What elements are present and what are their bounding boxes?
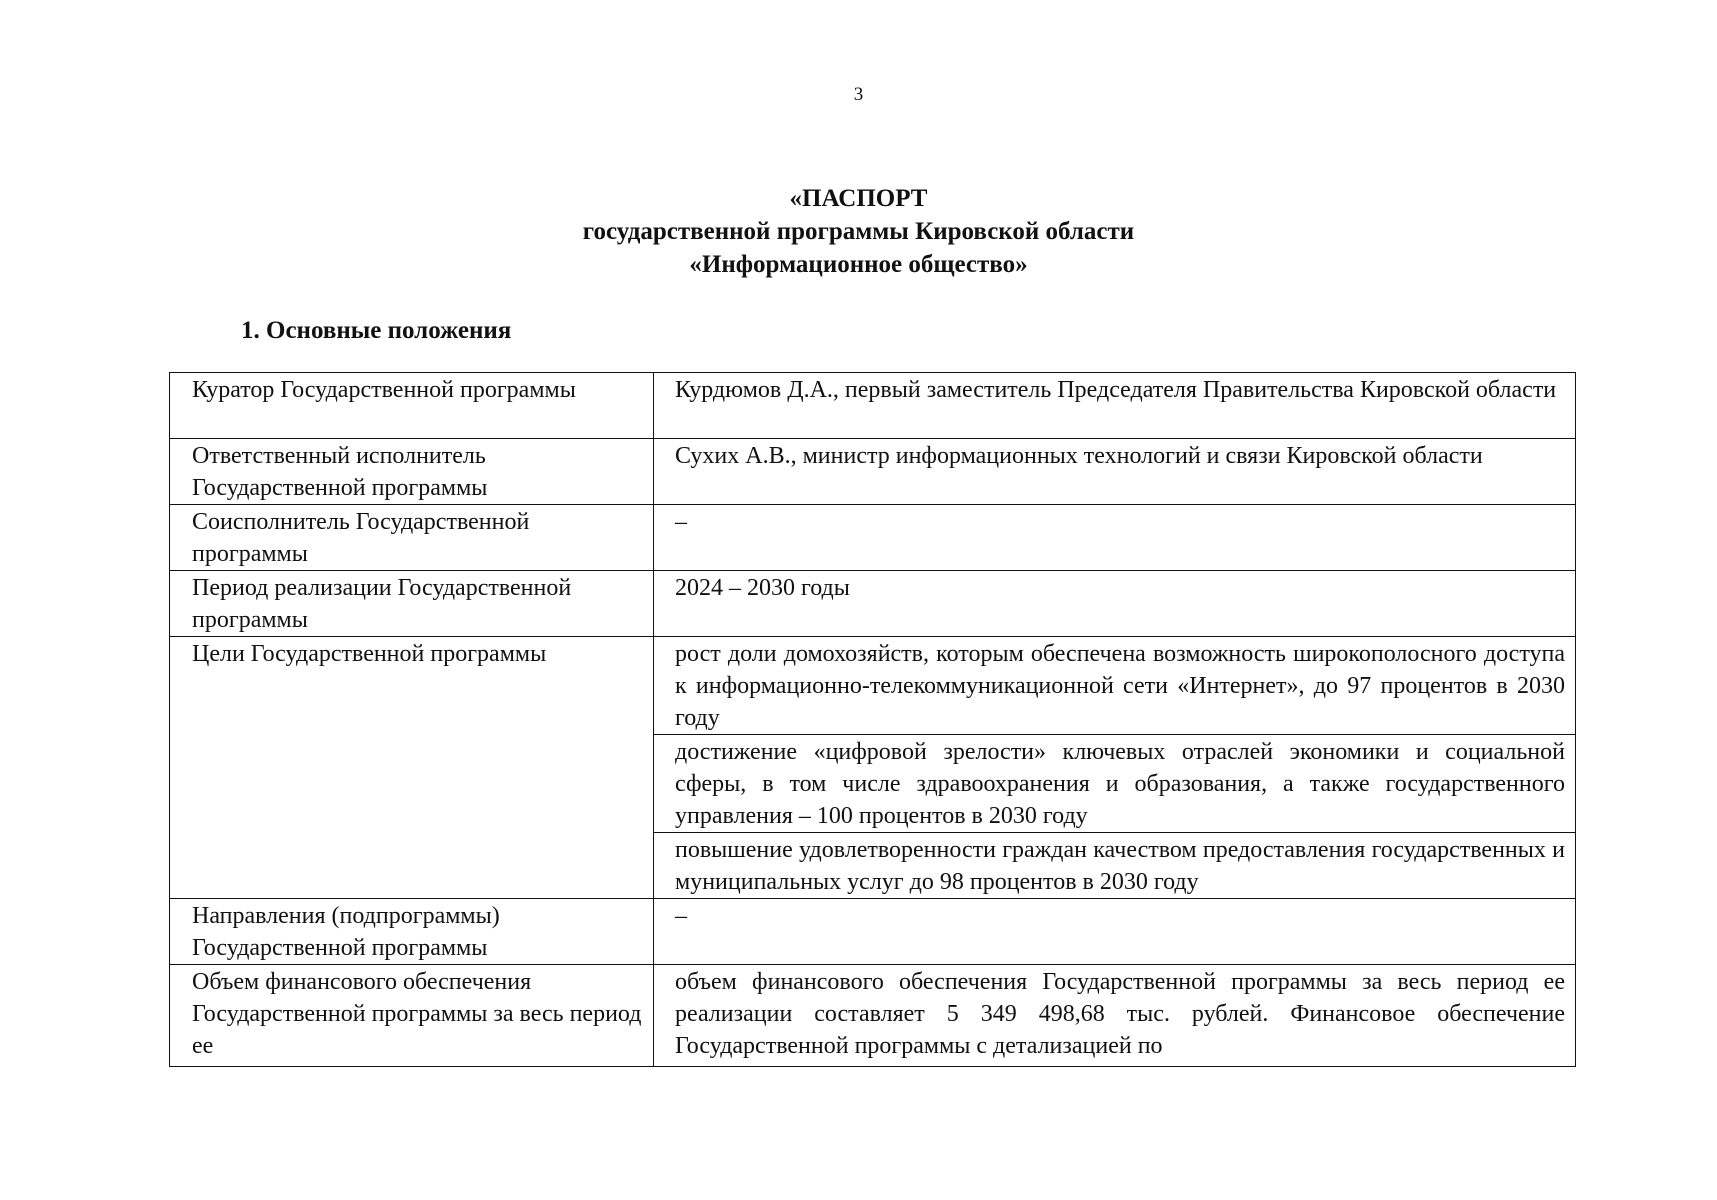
period-value: 2024 – 2030 годы (654, 571, 1576, 637)
coexecutor-value: – (654, 505, 1576, 571)
coexecutor-label: Соисполнитель Государственной программы (170, 505, 654, 571)
goals-label: Цели Государственной программы (170, 637, 654, 899)
financing-label: Объем финансового обеспечения Государственной программы за весь период ее (170, 965, 654, 1067)
period-label: Период реализации Государственной программы (170, 571, 654, 637)
financing-value: объем финансового обеспечения Государственной программы за весь период ее реализации составляет 5 349 498,68 тыс. рублей. Финансовое обеспечение Государственной программы с детализацией по (654, 965, 1576, 1067)
goal-item: рост доли домохозяйств, которым обеспечена возможность широкополосного доступа к информационно-телекоммуникационной сети «Интернет», до 97 процентов в 2030 году (654, 637, 1576, 735)
goal-item: повышение удовлетворенности граждан качеством предоставления государственных и муниципальных услуг до 98 процентов в 2030 году (654, 833, 1576, 899)
passport-table (169, 372, 1576, 1067)
goal-item: достижение «цифровой зрелости» ключевых отраслей экономики и социальной сферы, в том числе здравоохранения и образования, а также государственного управления – 100 процентов в 2030 году (654, 735, 1576, 833)
table-row-financing (170, 965, 1576, 1067)
table-row-goal (170, 637, 1576, 735)
executor-label: Ответственный исполнитель Государственной программы (170, 439, 654, 505)
section-heading: 1. Основные положения (241, 317, 512, 344)
table-row-executor (170, 439, 1576, 505)
document-title (0, 182, 1717, 281)
curator-value: Курдюмов Д.А., первый заместитель Председателя Правительства Кировской области (654, 373, 1576, 439)
page-number: 3 (853, 84, 864, 105)
table-row-directions (170, 899, 1576, 965)
title-line-2: государственной программы Кировской области (582, 218, 1135, 245)
title-line-1: «ПАСПОРТ (789, 185, 928, 212)
curator-label: Куратор Государственной программы (170, 373, 654, 439)
title-line-3: «Информационное общество» (689, 251, 1028, 278)
table-row-period (170, 571, 1576, 637)
table-row-curator (170, 373, 1576, 439)
table-row-coexecutor (170, 505, 1576, 571)
executor-value: Сухих А.В., министр информационных технологий и связи Кировской области (654, 439, 1576, 505)
directions-label: Направления (подпрограммы) Государственной программы (170, 899, 654, 965)
directions-value: – (654, 899, 1576, 965)
